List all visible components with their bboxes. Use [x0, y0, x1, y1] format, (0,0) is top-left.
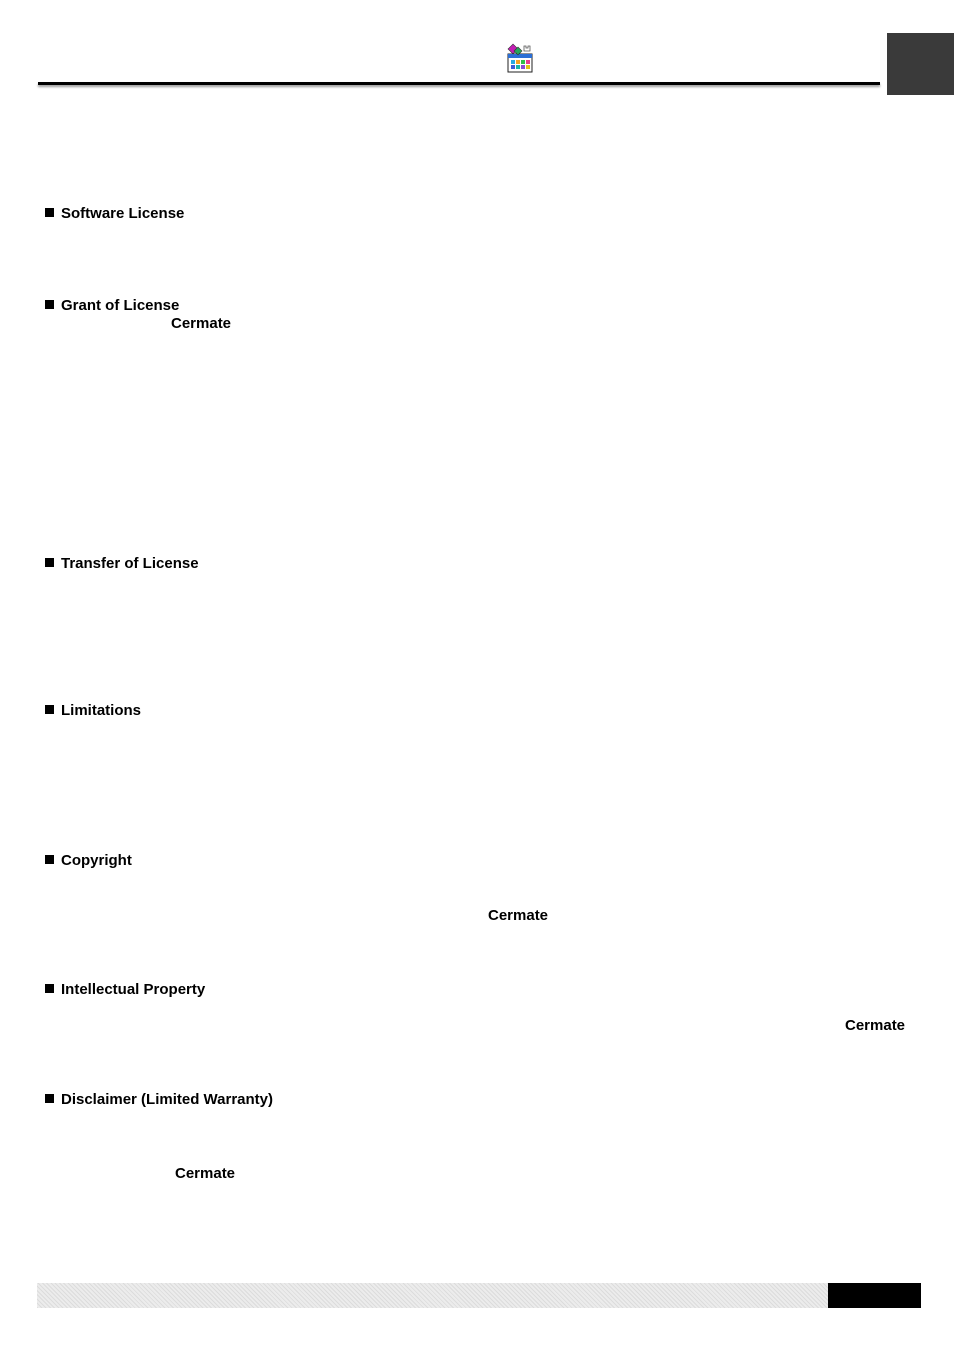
- header-rule: [38, 82, 880, 85]
- bullet-icon: [45, 984, 54, 993]
- bullet-icon: [45, 705, 54, 714]
- brand-name: Cermate: [488, 907, 549, 924]
- heading-software-license: Software License: [45, 205, 184, 223]
- footer-bar: [37, 1283, 828, 1308]
- bullet-icon: [45, 855, 54, 864]
- heading-copyright: Copyright: [45, 852, 132, 870]
- heading-disclaimer: Disclaimer (Limited Warranty): [45, 1091, 273, 1109]
- heading-intellectual-property: Intellectual Property: [45, 981, 205, 999]
- heading-limitations: Limitations: [45, 702, 141, 720]
- bullet-icon: [45, 1094, 54, 1103]
- chapter-tab: [887, 33, 954, 95]
- bullet-icon: [45, 208, 54, 217]
- footer-page-box: [828, 1283, 921, 1308]
- brand-name: Cermate: [171, 315, 232, 332]
- brand-name: Cermate: [175, 1165, 236, 1182]
- bullet-icon: [45, 300, 54, 309]
- heading-grant-of-license: Grant of License: [45, 297, 179, 315]
- software-suite-icon: [505, 43, 535, 73]
- brand-name: Cermate: [845, 1017, 906, 1034]
- bullet-icon: [45, 558, 54, 567]
- heading-transfer-of-license: Transfer of License: [45, 555, 199, 573]
